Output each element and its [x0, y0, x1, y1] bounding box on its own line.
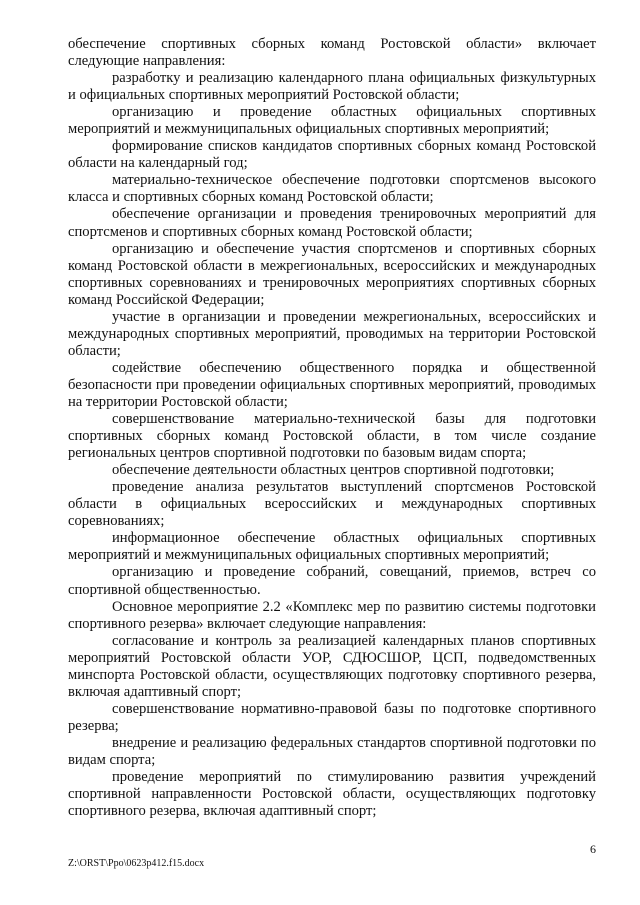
document-body: [68, 36, 596, 820]
paragraph: обеспечение деятельности областных центров спортивной подготовки;: [112, 462, 555, 479]
page-number: 6: [590, 842, 596, 856]
paragraph: проведение мероприятий по стимулированию развития учреждений спортивной направленности Ростовской области, осуществляющих подготовку спортивного резерва, включая адаптивный спорт;: [68, 769, 596, 820]
paragraph: информационное обеспечение областных официальных спортивных мероприятий и межмуниципальных официальных спортивных мероприятий;: [68, 530, 596, 564]
paragraph: участие в организации и проведении межрегиональных, всероссийских и международных спортивных мероприятий, проводимых на территории Ростовской области;: [68, 308, 596, 359]
paragraph: совершенствование нормативно-правовой базы по подготовке спортивного резерва;: [68, 700, 596, 734]
paragraph: формирование списков кандидатов спортивных сборных команд Ростовской области на календарный год;: [68, 138, 596, 172]
paragraph: совершенствование материально-технической базы для подготовки спортивных сборных команд Ростовской области, в том числе создание региональных центров спортивной подготовки по базовым видам спорта;: [68, 411, 596, 462]
paragraph: проведение анализа результатов выступлений спортсменов Ростовской области в официальных всероссийских и международных спортивных соревнованиях;: [68, 479, 596, 530]
paragraph: материально-техническое обеспечение подготовки спортсменов высокого класса и спортивных сборных команд Ростовской области;: [68, 172, 596, 206]
paragraph: Основное мероприятие 2.2 «Комплекс мер по развитию системы подготовки спортивного резерва» включает следующие направления:: [68, 598, 596, 632]
paragraph: организацию и проведение собраний, совещаний, приемов, встреч со спортивной общественностью.: [68, 564, 596, 598]
file-path-footer: Z:\ORST\Ppo\0623p412.f15.docx: [68, 858, 205, 869]
paragraph: разработку и реализацию календарного плана официальных физкультурных и официальных спортивных мероприятий Ростовской области;: [68, 70, 596, 104]
paragraph: обеспечение организации и проведения тренировочных мероприятий для спортсменов и спортивных сборных команд Ростовской области;: [68, 206, 596, 240]
paragraph: согласование и контроль за реализацией календарных планов спортивных мероприятий Ростовской области УОР, СДЮСШОР, ЦСП, подведомственных минспорта Ростовской области, осуществляющих подготовку спортивного резерва, включая адаптивный спорт;: [68, 632, 596, 700]
paragraph: организацию и обеспечение участия спортсменов и спортивных сборных команд Ростовской области в межрегиональных, всероссийских и международных спортивных соревнованиях и тренировочных мероприятиях спортивных сборных команд Российской Федерации;: [68, 240, 596, 308]
paragraph: обеспечение спортивных сборных команд Ростовской области» включает следующие направления:: [68, 36, 596, 70]
paragraph: внедрение и реализацию федеральных стандартов спортивной подготовки по видам спорта;: [68, 734, 596, 768]
paragraph: содействие обеспечению общественного порядка и общественной безопасности при проведении официальных спортивных мероприятий, проводимых на территории Ростовской области;: [68, 359, 596, 410]
paragraph: организацию и проведение областных официальных спортивных мероприятий и межмуниципальных официальных спортивных мероприятий;: [68, 104, 596, 138]
